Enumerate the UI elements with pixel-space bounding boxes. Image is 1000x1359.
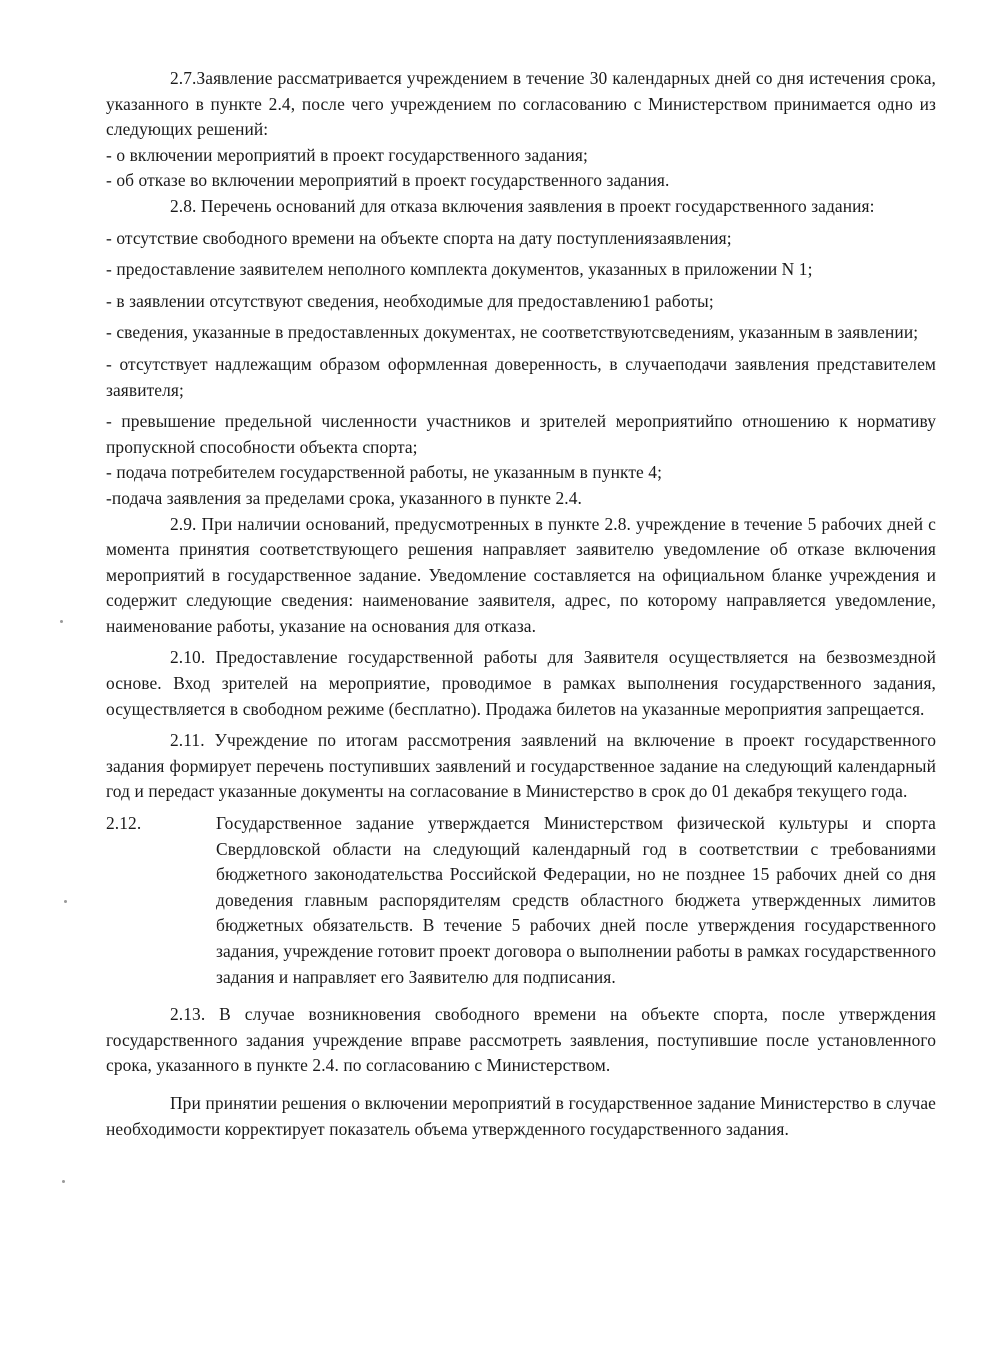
paragraph-2-8: 2.8. Перечень оснований для отказа включения заявления в проект государственного задания:: [170, 195, 875, 216]
list-item-incomplete-documents: - предоставление заявителем неполного комплекта документов, указанных в приложении N 1;: [106, 259, 813, 280]
scan-speck: [62, 1180, 65, 1183]
document-page: [106, 66, 936, 1142]
list-item-not-specified-consumer: - подача потребителем государственной работы, не указанным в пункте 4;: [106, 462, 663, 483]
paragraph-closing: При принятии решения о включении мероприятий в государственное задание Министерство в случае необходимости корректирует показатель объема утвержденного государственного задания.: [106, 1092, 936, 1139]
scan-speck: [64, 900, 67, 903]
list-item-no-free-time: - отсутствие свободного времени на объекте спорта на дату поступлениязаявления;: [106, 227, 732, 248]
list-item-include: - о включении мероприятий в проект государственного задания;: [106, 144, 588, 165]
paragraph-2-9: 2.9. При наличии оснований, предусмотренных в пункте 2.8. учреждение в течение 5 рабочих дней с момента принятия соответствующего решения направляет заявителю уведомление об отказе включения мероприятий в государственное задание. Уведомление составляется на официальном бланке учреждения и содержит следующие сведения: наименование заявителя, адрес, по которому направляется уведомление, наименование работы, указание на основания для отказа.: [106, 513, 936, 636]
paragraph-2-11: 2.11. Учреждение по итогам рассмотрения заявлений на включение в проект государственного задания формирует перечень поступивших заявлений и государственное задание на следующий календарный год и передаст указанные документы на согласование в Министерство в срок до 01 декабря текущего года.: [106, 730, 936, 802]
paragraph-2-7: 2.7.Заявление рассматривается учреждением в течение 30 календарных дней со дня истечения срока, указанного в пункте 2.4, после чего учреждением по согласованию с Министерством принимается одно из следующих решений:: [106, 68, 936, 140]
paragraph-2-12: [106, 811, 936, 990]
scan-speck: [60, 620, 63, 623]
list-item-refuse: - об отказе во включении мероприятий в проект государственного задания.: [106, 170, 670, 191]
list-item-capacity-exceeded: - превышение предельной численности участников и зрителей мероприятийпо отношению к нормативу пропускной способности объекта спорта;: [106, 411, 936, 457]
list-item-no-power-of-attorney: - отсутствует надлежащим образом оформленная доверенность, в случаеподачи заявления представителем заявителя;: [106, 353, 936, 400]
list-item-missing-info: - в заявлении отсутствуют сведения, необходимые для предоставлению1 работы;: [106, 290, 714, 311]
paragraph-2-12-text: Государственное задание утверждается Министерством физической культуры и спорта Свердловской области на следующий календарный год в соответствии с требованиями бюджетного законодательства Российской Федерации, но не позднее 15 рабочих дней со дня доведения главным распорядителям средств областного бюджета утвержденных лимитов бюджетных обязательств. В течение 5 рабочих дней после утверждения государственного задания, учреждение готовит проект договора о выполнении работы в рамках государственного задания и направляет его Заявителю для подписания.: [216, 813, 936, 987]
list-item-late-submission: -подача заявления за пределами срока, указанного в пункте 2.4.: [106, 487, 582, 508]
paragraph-2-13: 2.13. В случае возникновения свободного времени на объекте спорта, после утверждения государственного задания учреждение вправе рассмотреть заявления, поступившие после установленного срока, указанного в пункте 2.4. по согласованию с Министерством.: [106, 1004, 936, 1076]
paragraph-2-12-number: 2.12.: [106, 813, 142, 834]
paragraph-2-10: 2.10. Предоставление государственной работы для Заявителя осуществляется на безвозмездной основе. Вход зрителей на мероприятие, проводимое в рамках выполнения государственного задания, осуществляется в свободном режиме (бесплатно). Продажа билетов на указанные мероприятия запрещается.: [106, 647, 936, 719]
list-item-mismatch: - сведения, указанные в предоставленных документах, не соответствуютсведениям, указанным в заявлении;: [106, 322, 919, 343]
